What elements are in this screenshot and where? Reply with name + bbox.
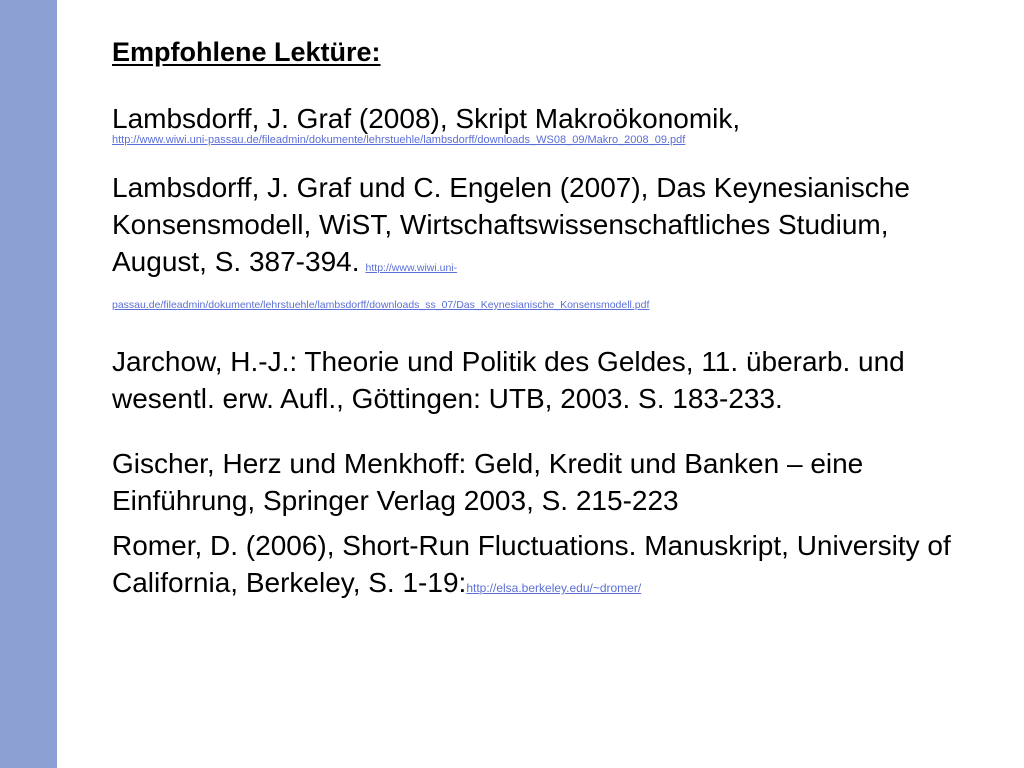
reference-text: Gischer, Herz und Menkhoff: Geld, Kredit und Banken – eine Einführung, Springer Verlag 2003, S. 215-223 — [112, 448, 864, 516]
slide-heading: Empfohlene Lektüre: — [112, 37, 381, 67]
reference-link[interactable]: http://elsa.berkeley.edu/~dromer/ — [466, 581, 642, 595]
reference-text: Lambsdorff, J. Graf (2008), Skript Makroökonomik, — [112, 103, 741, 134]
reference-lambsdorff-2008 — [112, 100, 972, 147]
reference-link[interactable]: http://www.wiwi.uni-passau.de/fileadmin/dokumente/lehrstuehle/lambsdorff/downloads_WS08_09/Makro_2008_09.pdf — [112, 134, 686, 146]
reference-gischer-2003 — [112, 445, 972, 519]
reference-text: Jarchow, H.-J.: Theorie und Politik des Geldes, 11. überarb. und wesentl. erw. Aufl., Göttingen: UTB, 2003. S. 183-233. — [112, 346, 905, 414]
reference-text: Lambsdorff, J. Graf und C. Engelen (2007), Das Keynesianische Konsensmodell, WiST, Wirtschaftswissenschaftliches Studium, August, S. 387-394. — [112, 172, 910, 277]
reference-link[interactable]: http://www.wiwi.uni-passau.de/fileadmin/dokumente/lehrstuehle/lambsdorff/downloads_ss_07/Das_Keynesianische_Konsensmodell.pdf — [112, 262, 650, 311]
reference-text: Romer, D. (2006), Short-Run Fluctuations. Manuskript, University of California, Berkeley, S. 1-19: — [112, 530, 951, 598]
reference-jarchow-2003 — [112, 343, 972, 417]
slide-content — [112, 34, 972, 601]
side-accent-bar — [0, 0, 57, 768]
reference-romer-2006 — [112, 527, 972, 601]
reference-lambsdorff-engelen-2007 — [112, 169, 972, 317]
